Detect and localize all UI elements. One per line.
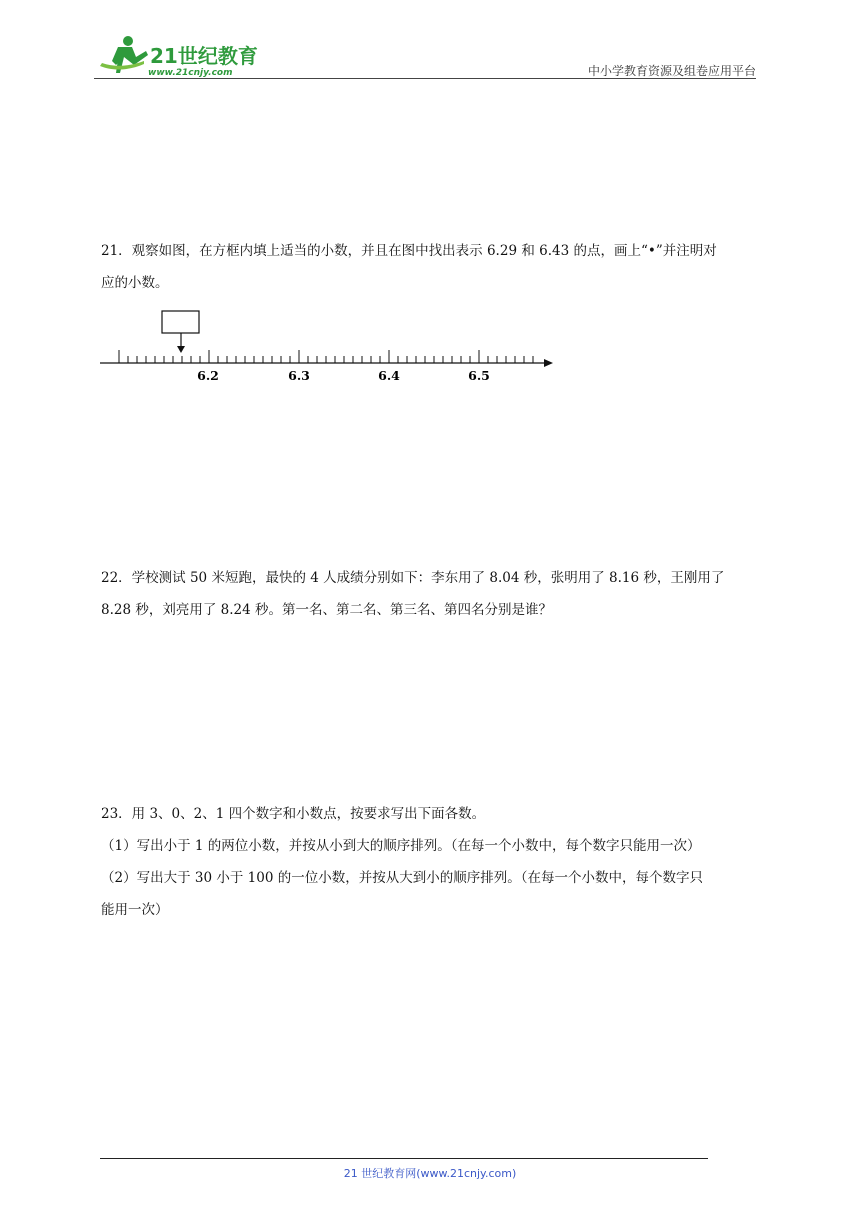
- number-line-figure: [98, 308, 558, 388]
- logo-text: 21世纪教育: [150, 44, 258, 68]
- platform-name: 中小学教育资源及组卷应用平台: [587, 64, 756, 78]
- runner-icon: [100, 36, 148, 73]
- footer-divider: [100, 1158, 708, 1159]
- number-line-arrowhead: [544, 359, 553, 367]
- question-23-line-2: （1）写出小于 1 的两位小数，并按从小到大的顺序排列。（在每一个小数中，每个数字只能用一次）: [101, 838, 701, 854]
- site-logo: [94, 33, 264, 79]
- logo-url: www.21cnjy.com: [148, 68, 233, 78]
- question-21-line-1: 21．观察如图，在方框内填上适当的小数，并且在图中找出表示 6.29 和 6.43 的点，画上“•”并注明对: [101, 243, 717, 259]
- answer-arrow-head: [177, 346, 185, 353]
- question-22-line-1: 22．学校测试 50 米短跑，最快的 4 人成绩分别如下：李东用了 8.04 秒，张明用了 8.16 秒，王刚用了: [101, 570, 725, 586]
- tick-label: 6.4: [378, 368, 400, 383]
- question-22: [101, 562, 761, 626]
- question-23-line-1: 23．用 3、0、2、1 四个数字和小数点，按要求写出下面各数。: [101, 806, 486, 822]
- header-divider: [94, 78, 756, 79]
- answer-box[interactable]: [162, 311, 199, 333]
- tick-label: 6.3: [288, 368, 310, 383]
- question-23-line-4: 能用一次）: [101, 902, 169, 918]
- footer-site-link[interactable]: 21 世纪教育网(www.21cnjy.com): [343, 1167, 517, 1180]
- question-21: [101, 235, 761, 299]
- question-22-line-2: 8.28 秒，刘亮用了 8.24 秒。第一名、第二名、第三名、第四名分别是谁？: [101, 602, 552, 618]
- question-23-line-3: （2）写出大于 30 小于 100 的一位小数，并按从大到小的顺序排列。（在每一个小数中，每个数字只: [101, 870, 703, 886]
- question-23: [101, 798, 761, 926]
- tick-label: 6.2: [197, 368, 219, 383]
- tick-label: 6.5: [468, 368, 490, 383]
- question-21-line-2: 应的小数。: [101, 275, 169, 291]
